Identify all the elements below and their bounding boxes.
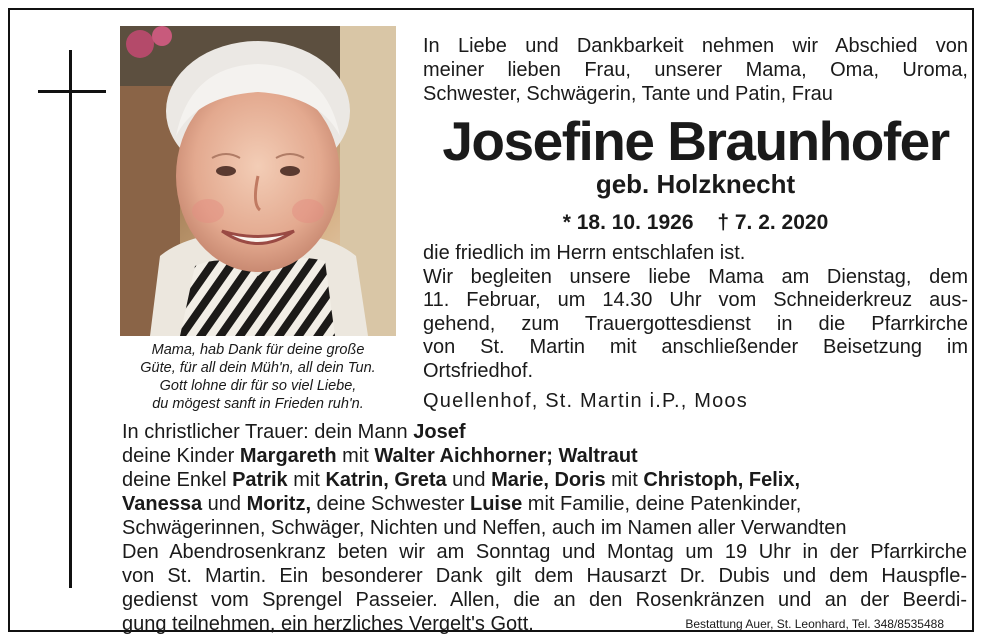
- mourner-name: Marie, Doris: [491, 469, 606, 491]
- text: deine Kinder: [122, 445, 240, 467]
- cross-icon-bar: [38, 90, 106, 93]
- mourner-name: Vanessa: [122, 493, 203, 515]
- body-line: von St. Martin mit anschließender Beisetzung im: [423, 336, 968, 358]
- body-line: Ortsfriedhof.: [423, 359, 534, 382]
- mourner-name: Moritz,: [246, 493, 311, 515]
- birth-date: * 18. 10. 1926: [562, 211, 694, 234]
- caption-line: du mögest sanft in Frieden ruh'n.: [152, 396, 364, 412]
- location-line: Quellenhof, St. Martin i.P., Moos: [423, 390, 748, 412]
- mourner-name: Luise: [469, 493, 523, 515]
- photo-caption: [120, 341, 396, 413]
- text: deine Schwester: [311, 493, 470, 515]
- mourner-name: Walter Aichhorner; Waltraut: [374, 445, 638, 467]
- text: und: [202, 493, 247, 515]
- caption-line: Mama, hab Dank für deine große: [151, 342, 365, 358]
- mourner-name: Christoph, Felix,: [643, 469, 801, 491]
- text: deine Enkel: [122, 469, 233, 491]
- mourners-list: [122, 420, 972, 540]
- funeral-home-credit: Bestattung Auer, St. Leonhard, Tel. 348/8535488: [685, 617, 944, 631]
- body-line: Wir begleiten unsere liebe Mama am Dienstag, dem: [423, 265, 968, 288]
- death-date: † 7. 2. 2020: [717, 211, 829, 234]
- closing-line: Den Abendrosenkranz beten wir am Sonntag und Montag um 19 Uhr in der Pfarrkirche: [122, 541, 967, 563]
- intro-line: Schwester, Schwägerin, Tante und Patin, Frau: [423, 83, 833, 105]
- text: In christlicher Trauer: dein Mann: [122, 421, 414, 443]
- text: mit: [287, 469, 326, 491]
- intro-text: [423, 34, 968, 106]
- text: mit: [336, 445, 375, 467]
- mourner-name: Josef: [413, 421, 466, 443]
- mourner-name: Margareth: [239, 445, 337, 467]
- mourners-line: Schwägerinnen, Schwäger, Nichten und Neffen, auch im Namen aller Verwandten: [122, 517, 847, 539]
- body-line: gehend, zum Trauergottesdienst in die Pfarrkirche: [423, 312, 968, 335]
- portrait-photo: [120, 26, 396, 336]
- closing-line: von St. Martin. Ein besonderer Dank gilt dem Hausarzt Dr. Dubis und dem Hauspfle-: [122, 565, 967, 587]
- mourners-line: [122, 444, 972, 468]
- mourner-name: Katrin, Greta: [325, 469, 447, 491]
- intro-line: In Liebe und Dankbarkeit nehmen wir Abschied von: [423, 35, 968, 57]
- maiden-name: geb. Holzknecht: [595, 169, 796, 199]
- body-line: 11. Februar, um 14.30 Uhr vom Schneiderkreuz aus-: [423, 289, 968, 311]
- text: mit Familie, deine Patenkinder,: [522, 493, 802, 515]
- mourners-line: [122, 468, 972, 492]
- closing-line: gung teilnehmen, ein herzliches Vergelt's Gott.: [122, 613, 534, 635]
- life-dates: [423, 210, 968, 236]
- mourners-line: [122, 420, 972, 444]
- funeral-details: [423, 242, 968, 383]
- caption-line: Güte, für all dein Müh'n, all dein Tun.: [140, 360, 376, 376]
- text: und: [446, 469, 492, 491]
- body-line: die friedlich im Herrn entschlafen ist.: [423, 242, 746, 264]
- intro-line: meiner lieben Frau, unserer Mama, Oma, Uroma,: [423, 59, 968, 81]
- caption-line: Gott lohne dir für so viel Liebe,: [159, 378, 357, 394]
- deceased-name: Josefine Braunhofer: [442, 110, 949, 172]
- mourner-name: Patrik: [232, 469, 288, 491]
- cross-icon: [69, 50, 72, 588]
- closing-line: gedienst vom Sprengel Passeier. Allen, die an den Rosenkränzen und an der Beerdi-: [122, 589, 967, 611]
- mourners-line: [122, 492, 972, 516]
- obituary-notice: [8, 8, 974, 635]
- text: mit: [605, 469, 644, 491]
